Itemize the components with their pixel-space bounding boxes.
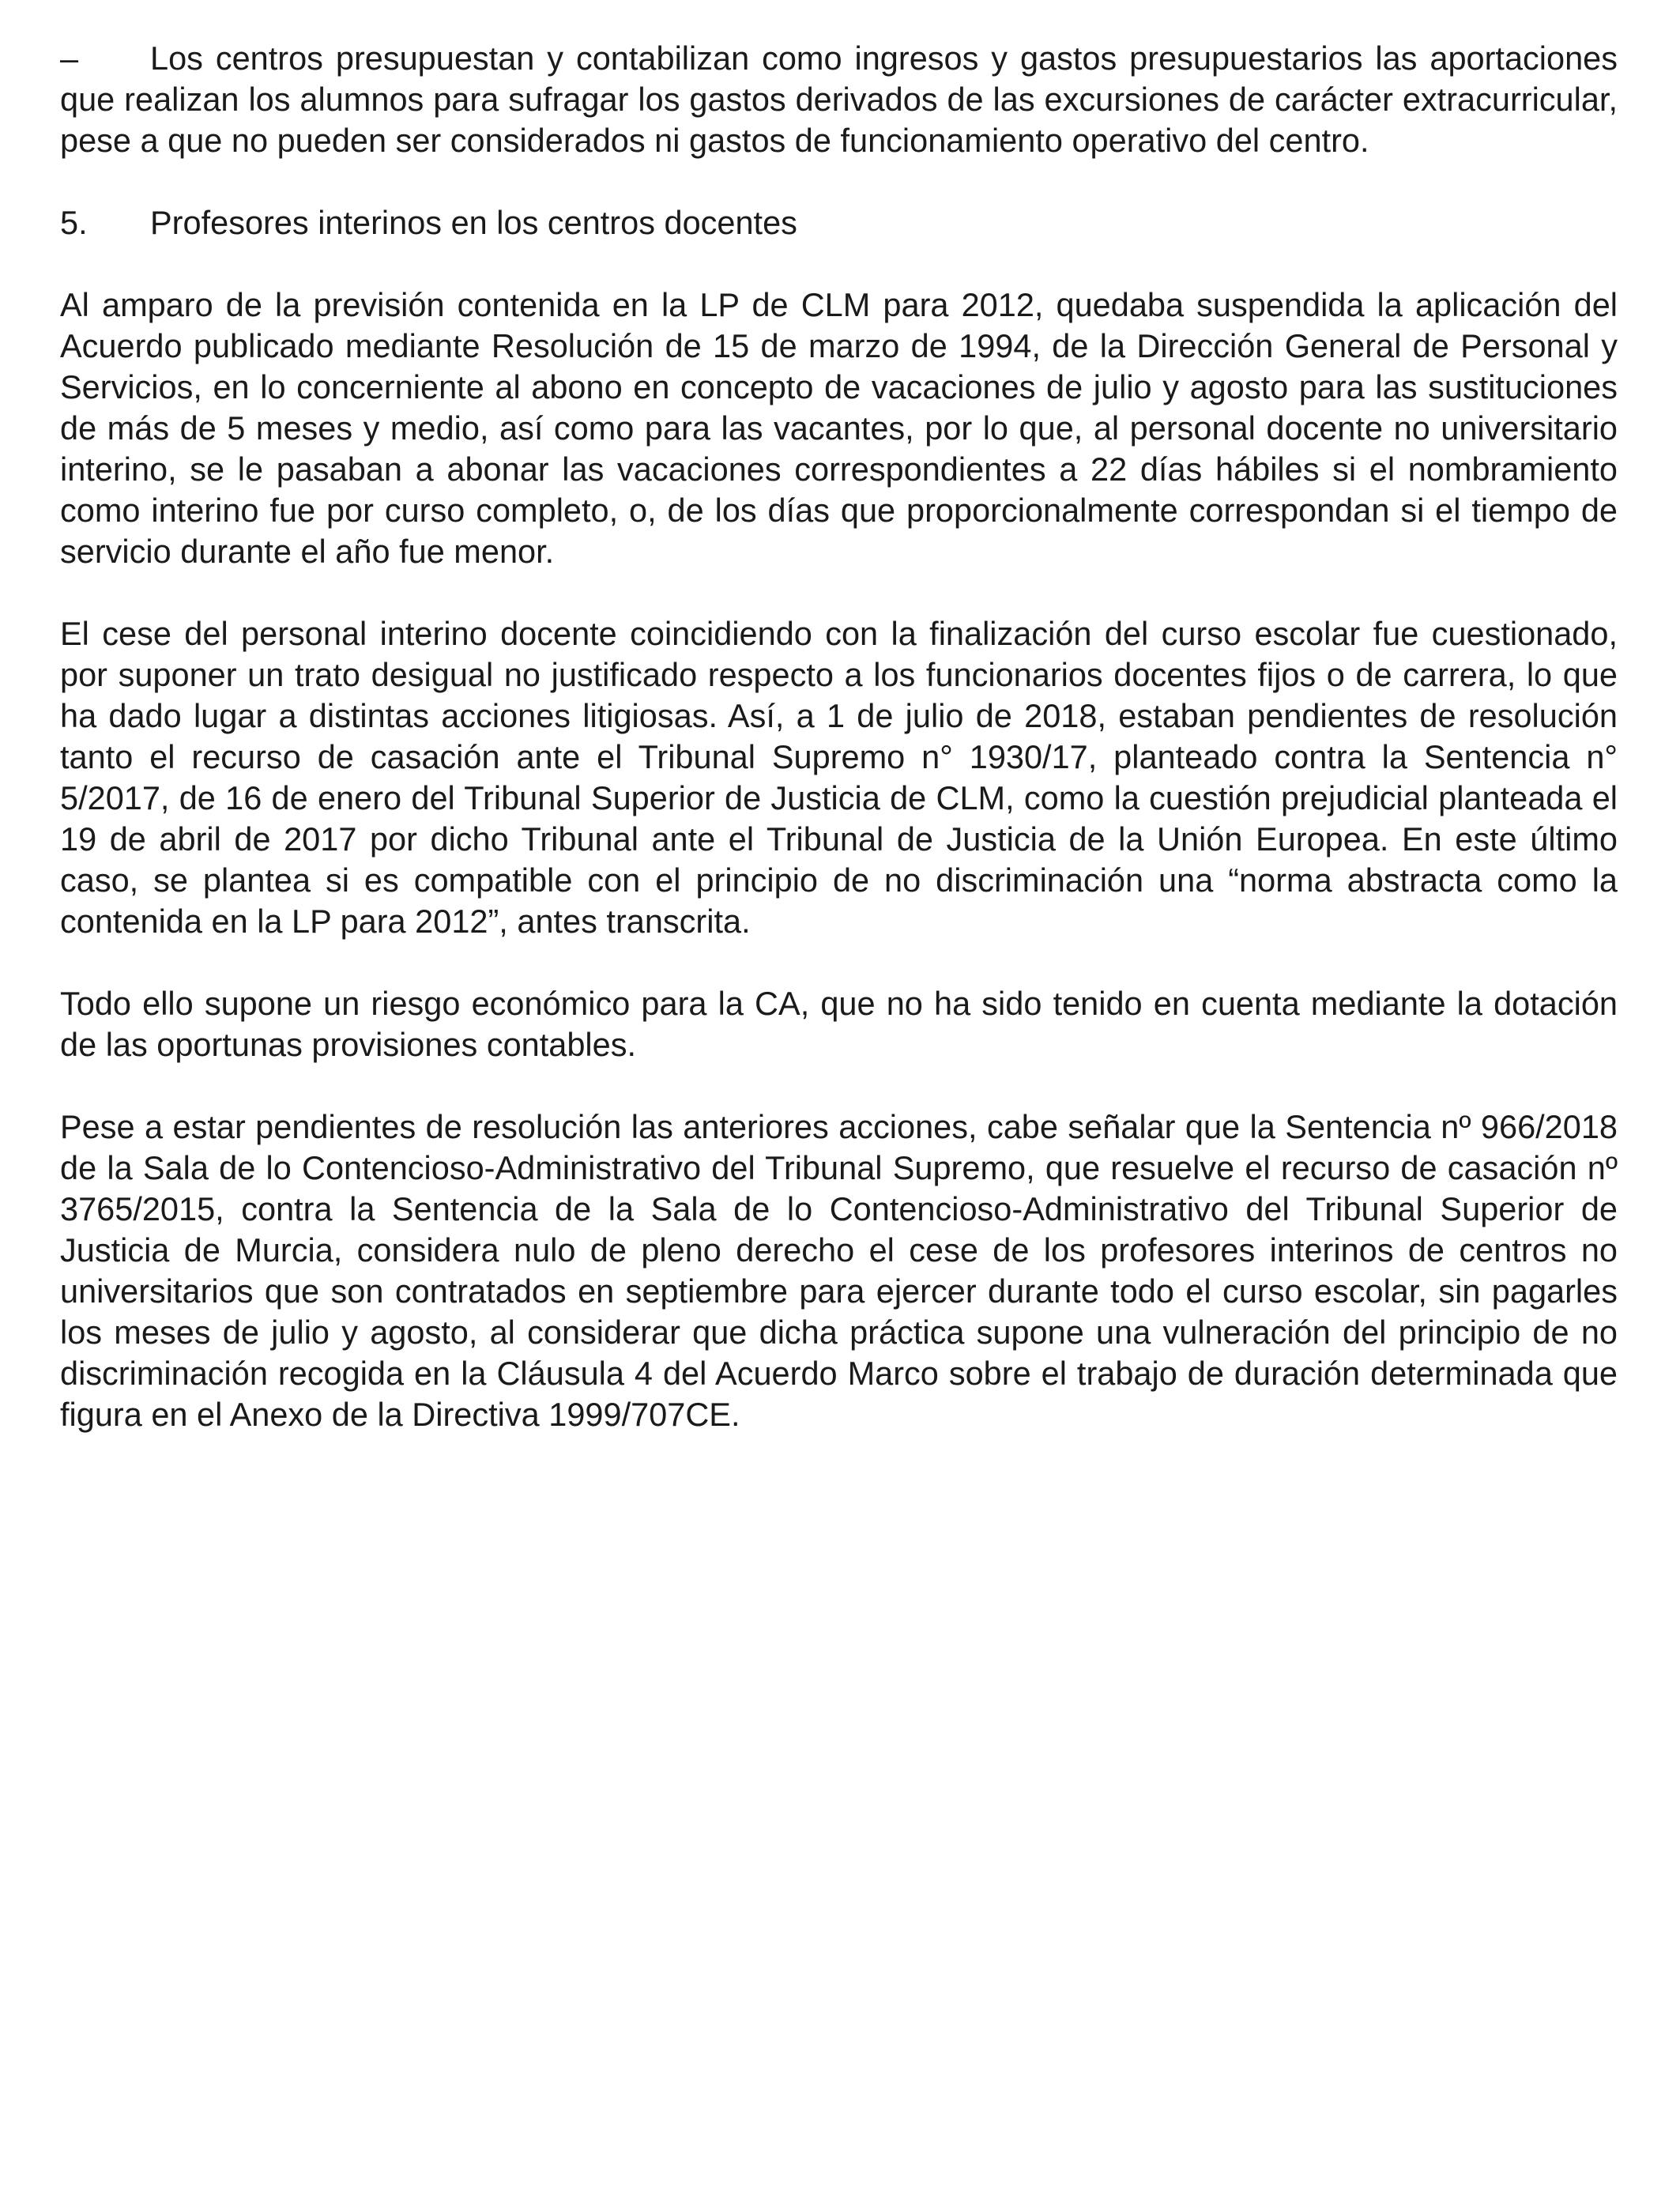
body-paragraph-2: El cese del personal interino docente coincidiendo con la finalización del curso escolar fue cuestionado, por suponer un trato desigual no justificado respecto a los funcionarios docentes fijos o de carrera, lo que ha dado lugar a distintas acciones litigiosas. Así, a 1 de julio de 2018, estaban pendientes de resolución tanto el recurso de casación ante el Tribunal Supremo n° 1930/17, planteado contra la Sentencia n° 5/2017, de 16 de enero del Tribunal Superior de Justicia de CLM, como la cuestión prejudicial planteada el 19 de abril de 2017 por dicho Tribunal ante el Tribunal de Justicia de la Unión Europea. En este último caso, se plantea si es compatible con el principio de no discriminación una “norma abstracta como la contenida en la LP para 2012”, antes transcrita. xyxy=(60,615,1618,940)
document-page xyxy=(60,38,1618,1435)
body-paragraph-4: Pese a estar pendientes de resolución las anteriores acciones, cabe señalar que la Sentencia nº 966/2018 de la Sala de lo Contencioso-Administrativo del Tribunal Supremo, que resuelve el recurso de casación nº 3765/2015, contra la Sentencia de la Sala de lo Contencioso-Administrativo del Tribunal Superior de Justicia de Murcia, considera nulo de pleno derecho el cese de los profesores interinos de centros no universitarios que son contratados en septiembre para ejercer durante todo el curso escolar, sin pagarles los meses de julio y agosto, al considerar que dicha práctica supone una vulneración del principio de no discriminación recogida en la Cláusula 4 del Acuerdo Marco sobre el trabajo de duración determinada que figura en el Anexo de la Directiva 1999/707CE. xyxy=(60,1108,1618,1433)
dash-bullet: – xyxy=(60,40,79,77)
bullet-paragraph xyxy=(60,38,1618,161)
section-title: Profesores interinos en los centros docentes xyxy=(150,204,797,241)
bullet-text: Los centros presupuestan y contabilizan como ingresos y gastos presupuestarios las aportaciones que realizan los alumnos para sufragar los gastos derivados de las excursiones de carácter extracurricular, pese a que no pueden ser considerados ni gastos de funcionamiento operativo del centro. xyxy=(60,40,1618,159)
section-heading xyxy=(60,202,1618,243)
body-paragraph-1: Al amparo de la previsión contenida en la LP de CLM para 2012, quedaba suspendida la aplicación del Acuerdo publicado mediante Resolución de 15 de marzo de 1994, de la Dirección General de Personal y Servicios, en lo concerniente al abono en concepto de vacaciones de julio y agosto para las sustituciones de más de 5 meses y medio, así como para las vacantes, por lo que, al personal docente no universitario interino, se le pasaban a abonar las vacaciones correspondientes a 22 días hábiles si el nombramiento como interino fue por curso completo, o, de los días que proporcionalmente correspondan si el tiempo de servicio durante el año fue menor. xyxy=(60,286,1618,570)
section-number: 5. xyxy=(60,204,88,241)
body-paragraph-3: Todo ello supone un riesgo económico para la CA, que no ha sido tenido en cuenta mediante la dotación de las oportunas provisiones contables. xyxy=(60,985,1618,1063)
